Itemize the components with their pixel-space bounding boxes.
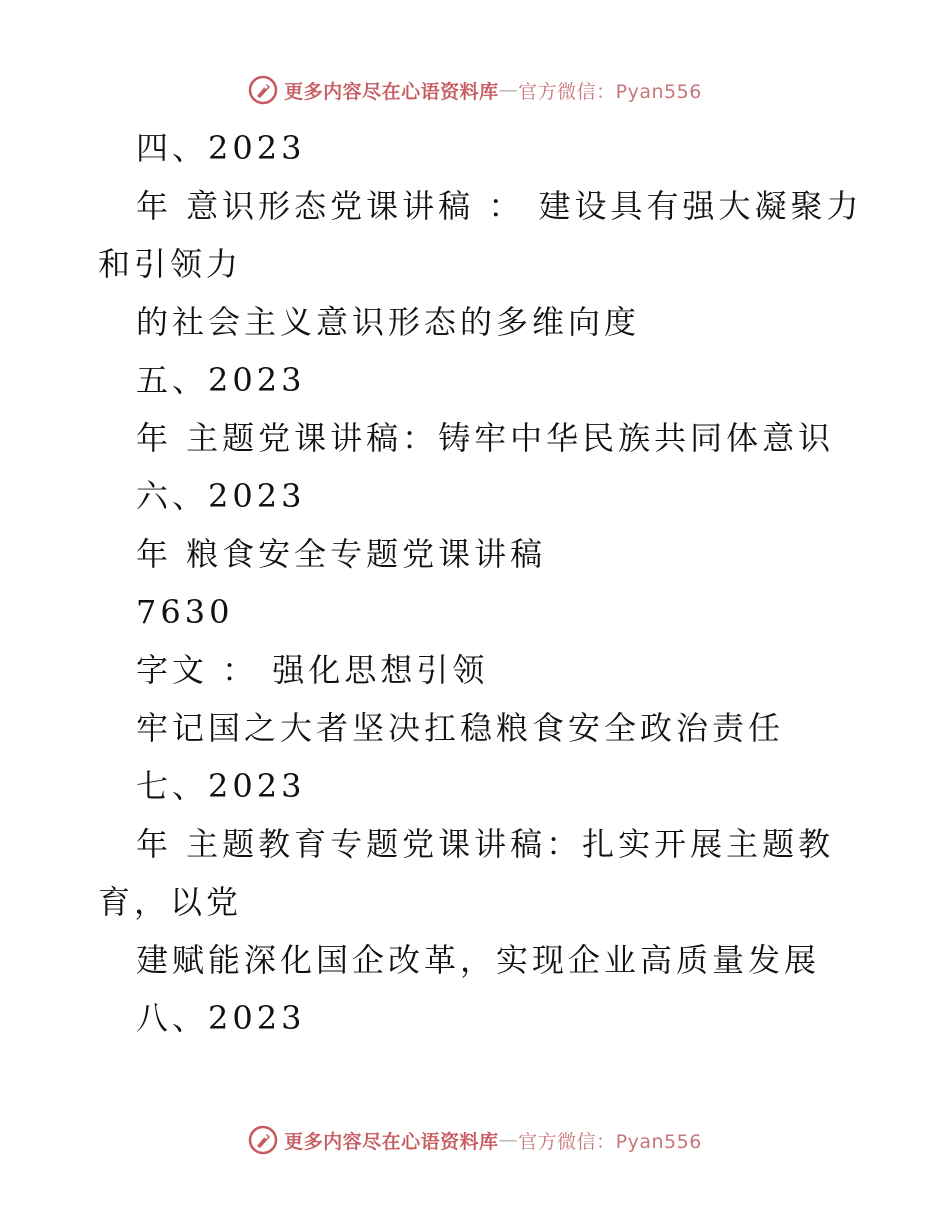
- text-line: 7630: [136, 593, 234, 631]
- watermark-wechat: 官方微信：Pyan556: [518, 1130, 702, 1153]
- watermark-separator: —: [498, 1129, 519, 1151]
- text-line: 年 主题党课讲稿：铸牢中华民族共同体意识: [136, 419, 835, 457]
- text-line: 育，以党: [98, 883, 243, 921]
- text-line: 四、2023: [136, 129, 306, 167]
- watermark-brand: 更多内容尽在心语资料库: [284, 80, 499, 103]
- text-line: 五、2023: [136, 361, 306, 399]
- watermark-separator: —: [498, 79, 519, 101]
- text-line: 字文 ： 强化思想引领: [136, 651, 489, 689]
- text-line: 八、2023: [136, 999, 306, 1037]
- text-line: 牢记国之大者坚决扛稳粮食安全政治责任: [136, 709, 785, 747]
- text-line: 年 粮食安全专题党课讲稿: [136, 535, 547, 573]
- text-line: 的社会主义意识形态的多维向度: [136, 303, 641, 341]
- pen-nib-logo-icon: [248, 1125, 278, 1155]
- watermark-wechat: 官方微信：Pyan556: [518, 80, 702, 103]
- footer-watermark: [0, 1120, 950, 1160]
- text-line: 年 主题教育专题党课讲稿：扎实开展主题教: [136, 825, 835, 863]
- text-line: 和引领力: [98, 245, 243, 283]
- header-watermark: [0, 70, 950, 110]
- watermark-brand: 更多内容尽在心语资料库: [284, 1130, 499, 1153]
- text-line: 七、2023: [136, 767, 306, 805]
- text-line: 六、2023: [136, 477, 306, 515]
- pen-nib-logo-icon: [248, 75, 278, 105]
- text-line: 建赋能深化国企改革，实现企业高质量发展: [136, 941, 821, 979]
- text-line: 年 意识形态党课讲稿 ： 建设具有强大凝聚力: [136, 187, 863, 225]
